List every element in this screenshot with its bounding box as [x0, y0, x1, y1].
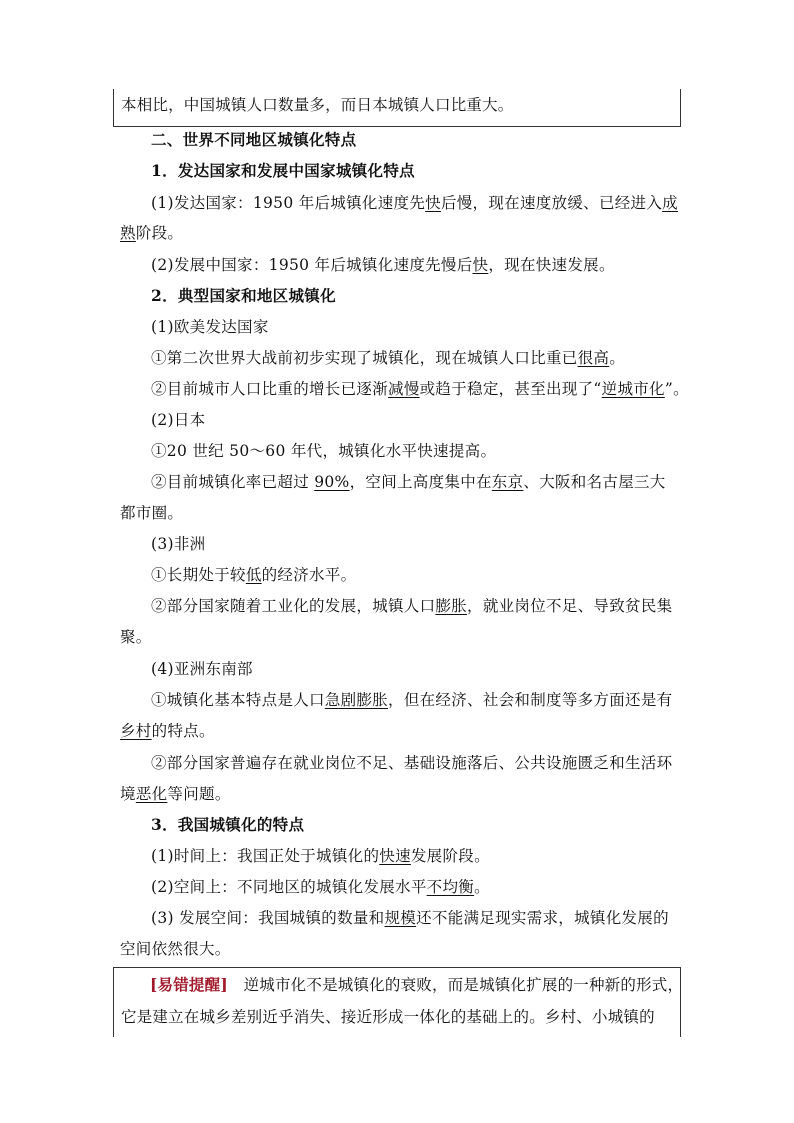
japan-point-1: ①20 世纪 50～60 年代，城镇化水平快速提高。: [151, 442, 497, 460]
item-europe: (1)欧美发达国家: [151, 318, 269, 336]
africa-point-2-cont: 聚。: [120, 628, 152, 646]
japan-point-2: ②目前城镇化率已超过 90%，空间上高度集中在东京、大阪和名古屋三大: [151, 473, 666, 491]
sea-point-1: ①城镇化基本特点是人口急剧膨胀，但在经济、社会和制度等多方面还是有: [151, 691, 673, 709]
japan-point-2-cont: 都市圈。: [120, 504, 184, 522]
subheading-1: 1．发达国家和发展中国家城镇化特点: [151, 161, 415, 180]
europe-point-1: ①第二次世界大战前初步实现了城镇化，现在城镇人口比重已很高。: [151, 349, 626, 367]
europe-point-2: ②目前城市人口比重的增长已逐渐减慢或趋于稳定，甚至出现了“逆城市化”。: [151, 380, 689, 398]
section-heading: 二、世界不同地区城镇化特点: [151, 130, 357, 149]
tip-label: [易错提醒]: [150, 975, 228, 994]
top-note-text: 本相比，中国城镇人口数量多，而日本城镇人口比重大。: [121, 96, 514, 114]
paragraph-developing: (2)发展中国家：1950 年后城镇化速度先慢后快，现在快速发展。: [151, 256, 615, 274]
item-southeast-asia: (4)亚洲东南部: [151, 660, 253, 678]
subheading-3: 3．我国城镇化的特点: [151, 815, 305, 834]
sea-point-2-cont: 境恶化等问题。: [120, 785, 231, 803]
top-note-box: [113, 89, 681, 127]
china-space: (2)空间上：不同地区的城镇化发展水平不均衡。: [151, 878, 490, 896]
tip-box: [113, 967, 684, 1037]
subheading-2: 2．典型国家和地区城镇化: [151, 286, 336, 305]
africa-point-1: ①长期处于较低的经济水平。: [151, 566, 357, 584]
tip-line-1: [易错提醒] 逆城市化不是城镇化的衰败，而是城镇化扩展的一种新的形式，: [150, 975, 684, 994]
africa-point-2: ②部分国家随着工业化的发展，城镇人口膨胀，就业岗位不足、导致贫民集: [151, 597, 673, 615]
paragraph-developed: (1)发达国家：1950 年后城镇化速度先快后慢，现在速度放缓、已经进入成: [151, 194, 678, 212]
item-japan: (2)日本: [151, 411, 206, 429]
item-africa: (3)非洲: [151, 535, 206, 553]
tip-line-2: 它是建立在城乡差别近乎消失、接近形成一体化的基础上的。乡村、小城镇的: [121, 1008, 655, 1026]
china-development-cont: 空间依然很大。: [120, 940, 231, 958]
china-development: (3) 发展空间：我国城镇的数量和规模还不能满足现实需求，城镇化发展的: [151, 909, 669, 927]
paragraph-developed-cont: 熟阶段。: [120, 224, 184, 242]
china-time: (1)时间上：我国正处于城镇化的快速发展阶段。: [151, 847, 490, 865]
sea-point-1-cont: 乡村的特点。: [120, 722, 215, 740]
sea-point-2: ②部分国家普遍存在就业岗位不足、基础设施落后、公共设施匮乏和生活环: [151, 754, 673, 772]
